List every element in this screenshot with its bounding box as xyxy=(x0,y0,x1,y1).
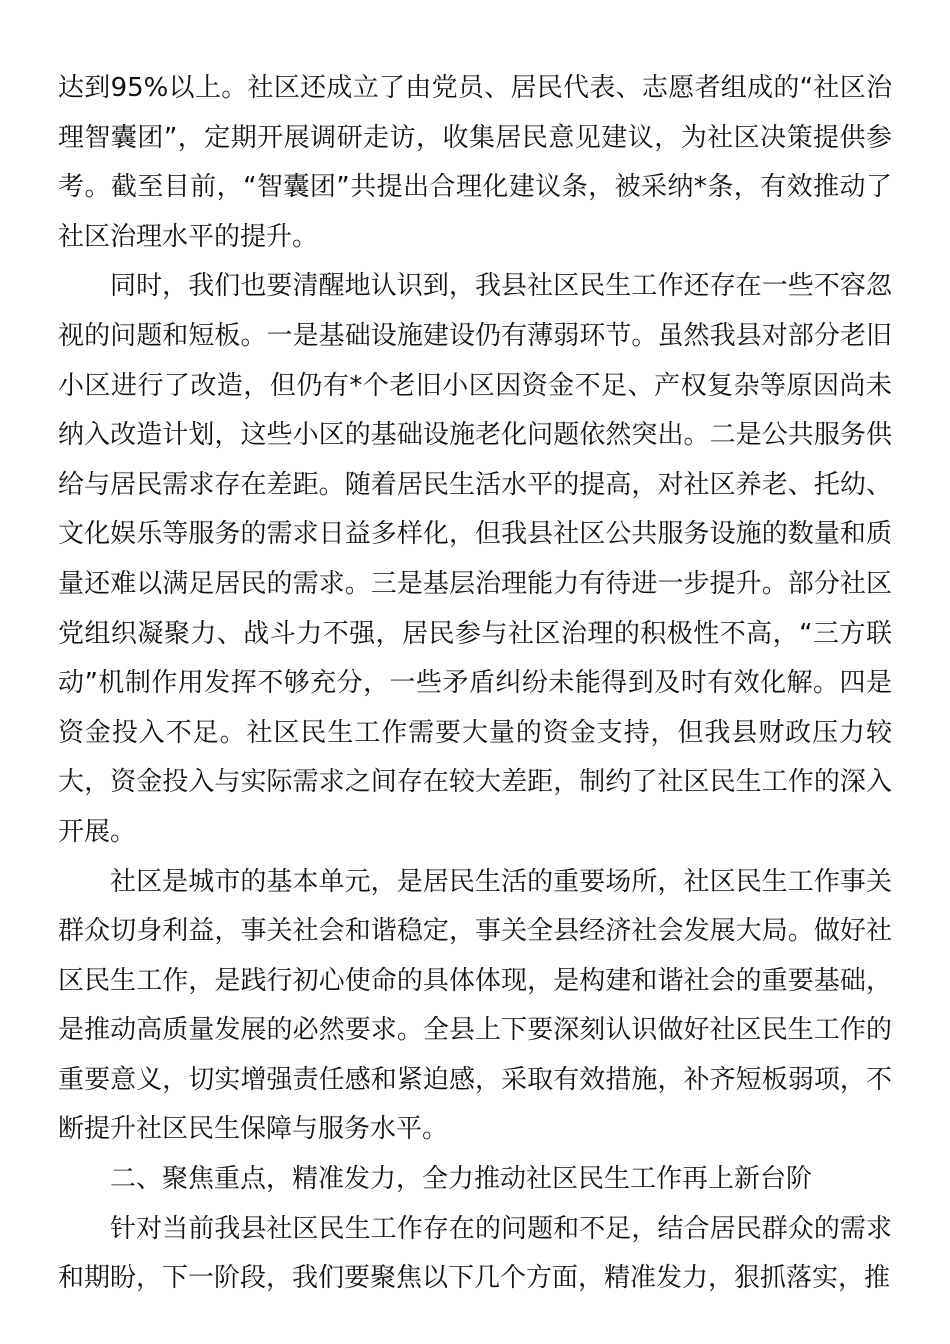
document-page xyxy=(58,64,892,1304)
paragraph-significance: 社区是城市的基本单元，是居民生活的重要场所，社区民生工作事关群众切身利益，事关社会和谐稳定，事关全县经济社会发展大局。做好社区民生工作，是践行初心使命的具体体现，是构建和谐社会的重要基础，是推动高质量发展的必然要求。全县上下要深刻认识做好社区民生工作的重要意义，切实增强责任感和紧迫感，采取有效措施，补齐短板弱项，不断提升社区民生保障与服务水平。 xyxy=(58,866,892,1145)
paragraph-problems: 同时，我们也要清醒地认识到，我县社区民生工作还存在一些不容忽视的问题和短板。一是基础设施建设仍有薄弱环节。虽然我县对部分老旧小区进行了改造，但仍有*个老旧小区因资金不足、产权复杂等原因尚未纳入改造计划，这些小区的基础设施老化问题依然突出。二是公共服务供给与居民需求存在差距。随着居民生活水平的提高，对社区养老、托幼、文化娱乐等服务的需求日益多样化，但我县社区公共服务设施的数量和质量还难以满足居民的需求。三是基层治理能力有待进一步提升。部分社区党组织凝聚力、战斗力不强，居民参与社区治理的积极性不高，“三方联动”机制作用发挥不够充分，一些矛盾纠纷未能得到及时有效化解。四是资金投入不足。社区民生工作需要大量的资金支持，但我县财政压力较大，资金投入与实际需求之间存在较大差距，制约了社区民生工作的深入开展。 xyxy=(58,271,892,847)
paragraph-achievements: 达到95%以上。社区还成立了由党员、居民代表、志愿者组成的“社区治理智囊团”，定期开展调研走访，收集居民意见建议，为社区决策提供参考。截至目前，“智囊团”共提出合理化建议条，被采纳*条，有效推动了社区治理水平的提升。 xyxy=(58,73,892,252)
paragraph-next-steps: 针对当前我县社区民生工作存在的问题和不足，结合居民群众的需求和期盼，下一阶段，我们要聚焦以下几个方面，精准发力，狠抓落实，推 xyxy=(58,1213,892,1294)
section-heading: 二、聚焦重点，精准发力，全力推动社区民生工作再上新台阶 xyxy=(110,1164,813,1195)
